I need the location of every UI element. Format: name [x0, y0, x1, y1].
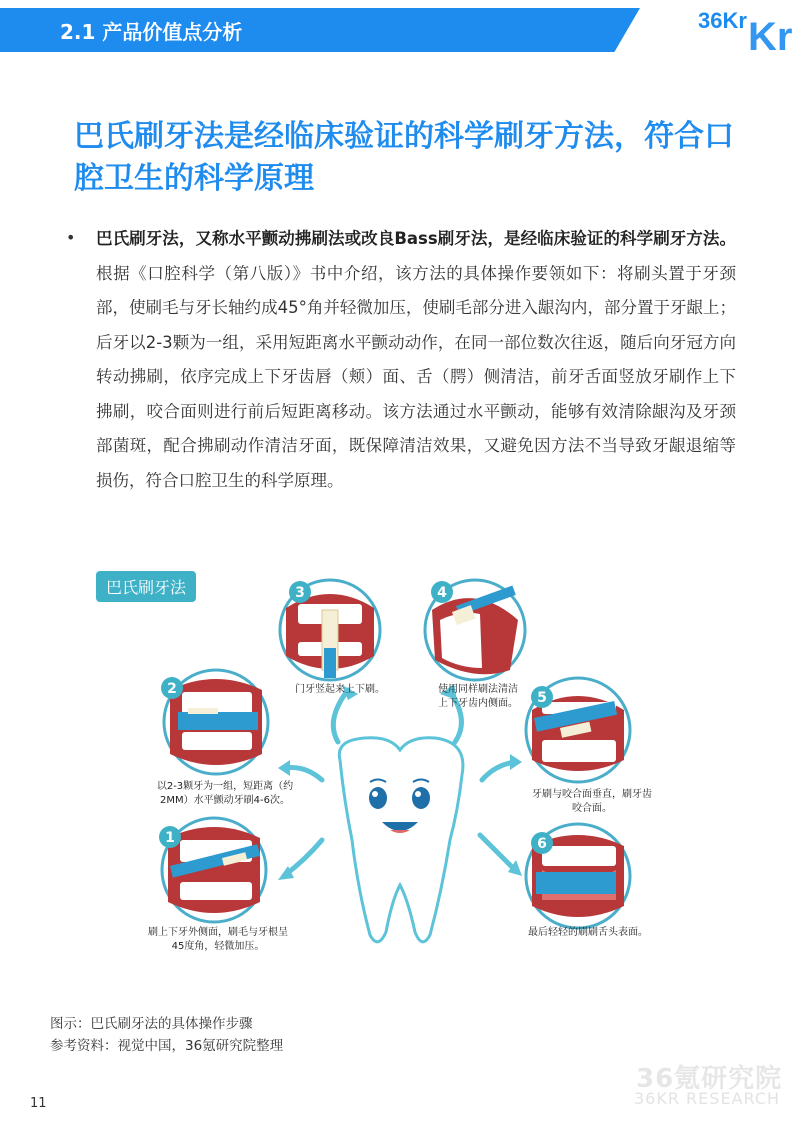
watermark-en: 36KR RESEARCH — [634, 1089, 781, 1108]
brand-logo — [664, 0, 794, 52]
step-2-caption: 以2-3颗牙为一组，短距离（约 2MM）水平颤动牙刷4-6次。 — [156, 781, 294, 806]
body-text: 根据《口腔科学（第八版）》书中介绍，该方法的具体操作要领如下：将刷头置于牙颈部，使刷毛与牙长轴约成45°角并轻微加压，使刷毛部分进入龈沟内，部分置于牙龈上；后牙以2-3颗为一组，采用短距离水平颤动动作，在同一部位数次往返，随后向牙冠方向转动拂刷，依序完成上下牙齿唇（颊）面、舌（腭）侧清洁，前牙舌面竖放牙刷作上下拂刷，咬合面则进行前后短距离移动。该方法通过水平颤动，能够有效清除龈沟及牙颈部菌斑，配合拂刷动作清洁牙面，既保障清洁效果，又避免因方法不当导致牙龈退缩等损伤，符合口腔卫生的科学原理。 — [96, 263, 736, 490]
svg-text:Kr: Kr — [748, 15, 793, 52]
main-heading: 巴氏刷牙法是经临床验证的科学刷牙方法，符合口腔卫生的科学原理 — [74, 119, 734, 196]
step-5-caption: 牙刷与咬合面垂直，刷牙齿 咬合面。 — [532, 789, 652, 814]
step-6-illustration — [526, 824, 630, 928]
figure-tag: 巴氏刷牙法 — [96, 571, 196, 602]
svg-text:1: 1 — [165, 830, 175, 846]
source-caption: 参考资料：视觉中国，36氪研究院整理 — [50, 1038, 284, 1054]
watermark-cn: 36氪研究院 — [636, 1064, 783, 1094]
step-4-caption: 使用同样刷法清洁 上下牙齿内侧面。 — [438, 684, 518, 709]
step-2-illustration — [161, 670, 268, 774]
bullet-marker: • — [66, 228, 76, 247]
svg-text:3: 3 — [295, 585, 305, 601]
svg-text:36Kr: 36Kr — [698, 8, 747, 33]
step-4-illustration — [425, 580, 525, 680]
step-6-caption: 最后轻轻的刷刷舌头表面。 — [528, 927, 648, 938]
svg-text:4: 4 — [437, 585, 447, 601]
body-paragraph — [96, 222, 736, 498]
step-3-caption: 门牙竖起来上下刷。 — [295, 684, 385, 695]
step-1-caption: 刷上下牙外侧面，刷毛与牙根呈 45度角，轻微加压。 — [148, 927, 288, 952]
svg-text:5: 5 — [537, 690, 547, 706]
section-title: 2.1 产品价值点分析 — [60, 20, 243, 44]
figure-caption: 图示：巴氏刷牙法的具体操作步骤 — [50, 1016, 253, 1032]
tooth-mascot — [339, 738, 463, 942]
page-number: 11 — [30, 1096, 47, 1111]
svg-text:6: 6 — [537, 836, 547, 852]
body-lead: 巴氏刷牙法，又称水平颤动拂刷法或改良Bass刷牙法，是经临床验证的科学刷牙方法。 — [96, 229, 736, 248]
step-1-illustration — [159, 818, 266, 922]
step-3-illustration — [280, 580, 380, 680]
header-bar — [0, 0, 794, 52]
step-5-illustration — [526, 678, 630, 782]
svg-text:2: 2 — [167, 681, 177, 697]
